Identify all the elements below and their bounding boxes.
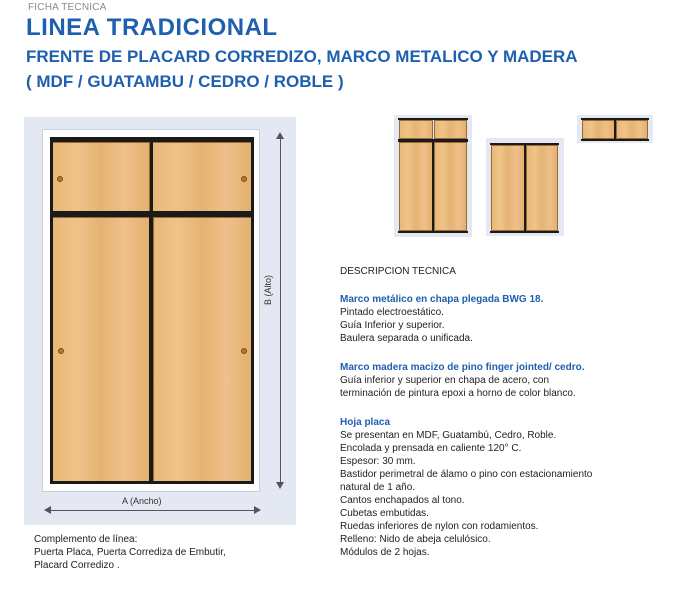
bottom-rail [50, 481, 254, 484]
page-subtitle-line2: ( MDF / GUATAMBU / CEDRO / ROBLE ) [26, 72, 344, 91]
height-arrow-bottom [276, 482, 284, 489]
width-dimension-line [50, 510, 255, 511]
page-title: LINEA TRADICIONAL [26, 14, 278, 41]
lower-right-knob [241, 348, 247, 354]
thumb1-lower-right [434, 142, 467, 231]
thumb2-left-door [491, 145, 525, 231]
lower-left-door [52, 217, 150, 482]
right-rail [251, 137, 254, 483]
section-title-wood-frame: Marco madera macizo de pino finger jointed/ cedro. [340, 362, 585, 373]
description-line: Guía Inferior y superior. [340, 320, 445, 331]
complement-line: Placard Corredizo . [34, 560, 120, 571]
upper-left-knob [57, 176, 63, 182]
description-line: natural de 1 año. [340, 482, 416, 493]
height-dimension-line [280, 138, 281, 483]
thumb1-lower-left [399, 142, 433, 231]
height-label: B (Alto) [263, 274, 273, 305]
fiche-label: FICHA TECNICA [28, 2, 107, 13]
section-title-metal-frame: Marco metálico en chapa plegada BWG 18. [340, 294, 544, 305]
complement-text [34, 533, 226, 572]
thumb1-upper-right [434, 120, 467, 139]
complement-line: Puerta Placa, Puerta Corrediza de Embutir, [34, 547, 226, 558]
thumb3-divider [614, 120, 616, 139]
width-label: A (Ancho) [122, 496, 162, 506]
description-line: Ruedas inferiores de nylon con rodamientos. [340, 521, 539, 532]
lower-right-door [153, 217, 252, 482]
description-heading: DESCRIPCION TECNICA [340, 266, 456, 277]
thumb3-left-panel [582, 120, 615, 139]
description-line: terminación de pintura epoxi a horno de color blanco. [340, 388, 576, 399]
description-line: Baulera separada o unificada. [340, 333, 473, 344]
page-subtitle-line1: FRENTE DE PLACARD CORREDIZO, MARCO METALICO Y MADERA [26, 47, 578, 66]
description-line: Espesor: 30 mm. [340, 456, 416, 467]
upper-right-knob [241, 176, 247, 182]
thumb3-right-panel [616, 120, 648, 139]
thumb1-frame-bottom [398, 231, 468, 233]
left-rail [50, 137, 53, 483]
complement-line: Complemento de línea: [34, 534, 138, 545]
upper-right-panel [152, 142, 252, 212]
upper-divider [150, 142, 153, 212]
section-title-panel: Hoja placa [340, 417, 391, 428]
thumb1-upper-left [399, 120, 433, 139]
thumb2-right-door [526, 145, 558, 231]
width-arrow-right [254, 506, 261, 514]
lower-left-knob [58, 348, 64, 354]
upper-left-panel [52, 142, 150, 212]
description-line: Bastidor perimetral de álamo o pino con estacionamiento [340, 469, 593, 480]
description-line: Se presentan en MDF, Guatambú, Cedro, Roble. [340, 430, 557, 441]
lower-divider [149, 217, 153, 482]
description-line: Relleno: Nido de abeja celulósico. [340, 534, 491, 545]
description-line: Pintado electroestático. [340, 307, 444, 318]
description-line: Encolada y prensada en caliente 120° C. [340, 443, 522, 454]
description-line: Guía inferior y superior en chapa de acero, con [340, 375, 550, 386]
thumb3-frame-bottom [581, 139, 649, 141]
thumb2-frame-bottom [490, 231, 559, 233]
description-line: Cantos enchapados al tono. [340, 495, 465, 506]
description-line: Módulos de 2 hojas. [340, 547, 430, 558]
thumb1-divider [432, 142, 434, 231]
description-line: Cubetas embutidas. [340, 508, 429, 519]
thumb2-divider [524, 145, 526, 231]
